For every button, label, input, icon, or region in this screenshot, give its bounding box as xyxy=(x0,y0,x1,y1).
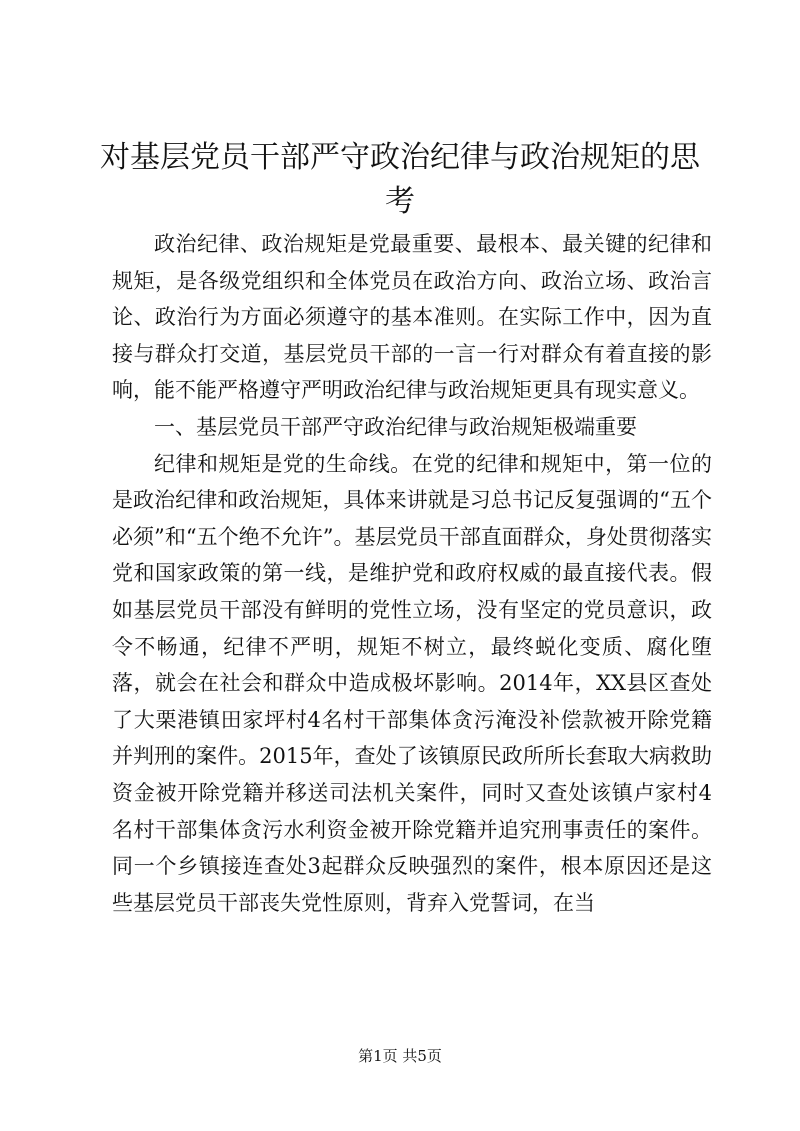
page-number: 第1页 共5页 xyxy=(358,1047,442,1065)
paragraph-intro: 政治纪律、政治规矩是党最重要、最根本、最关键的纪律和规矩，是各级党组织和全体党员在政治方向、政治立场、政治言论、政治行为方面必须遵守的基本准则。在实际工作中，因为直接与群众打交道，基层党员干部的一言一行对群众有着直接的影响，能不能严格遵守严明政治纪律与政治规矩更具有现实意义。 xyxy=(112,232,712,403)
paragraph-discipline: 纪律和规矩是党的生命线。在党的纪律和规矩中，第一位的是政治纪律和政治规矩，具体来讲就是习总书记反复强调的“五个必须”和“五个绝不允许”。基层党员干部直面群众，身处贯彻落实党和国家政策的第一线，是维护党和政府权威的最直接代表。假如基层党员干部没有鲜明的党性立场，没有坚定的党员意识，政令不畅通，纪律不严明，规矩不树立，最终蜕化变质、腐化堕落，就会在社会和群众中造成极坏影响。2014年，XX县区查处了大栗港镇田家坪村4名村干部集体贪污淹没补偿款被开除党籍并判刑的案件。2015年，查处了该镇原民政所所长套取大病救助资金被开除党籍并移送司法机关案件，同时又查处该镇卢家村4名村干部集体贪污水利资金被开除党籍并追究刑事责任的案件。同一个乡镇接连查处3起群众反映强烈的案件，根本原因还是这些基层党员干部丧失党性原则，背弃入党誓词，在当 xyxy=(112,451,712,915)
document-title: 对基层党员干部严守政治纪律与政治规矩的思考 xyxy=(100,140,700,219)
section-heading: 一、基层党员干部严守政治纪律与政治规矩极端重要 xyxy=(154,414,637,439)
document-body xyxy=(112,226,712,921)
